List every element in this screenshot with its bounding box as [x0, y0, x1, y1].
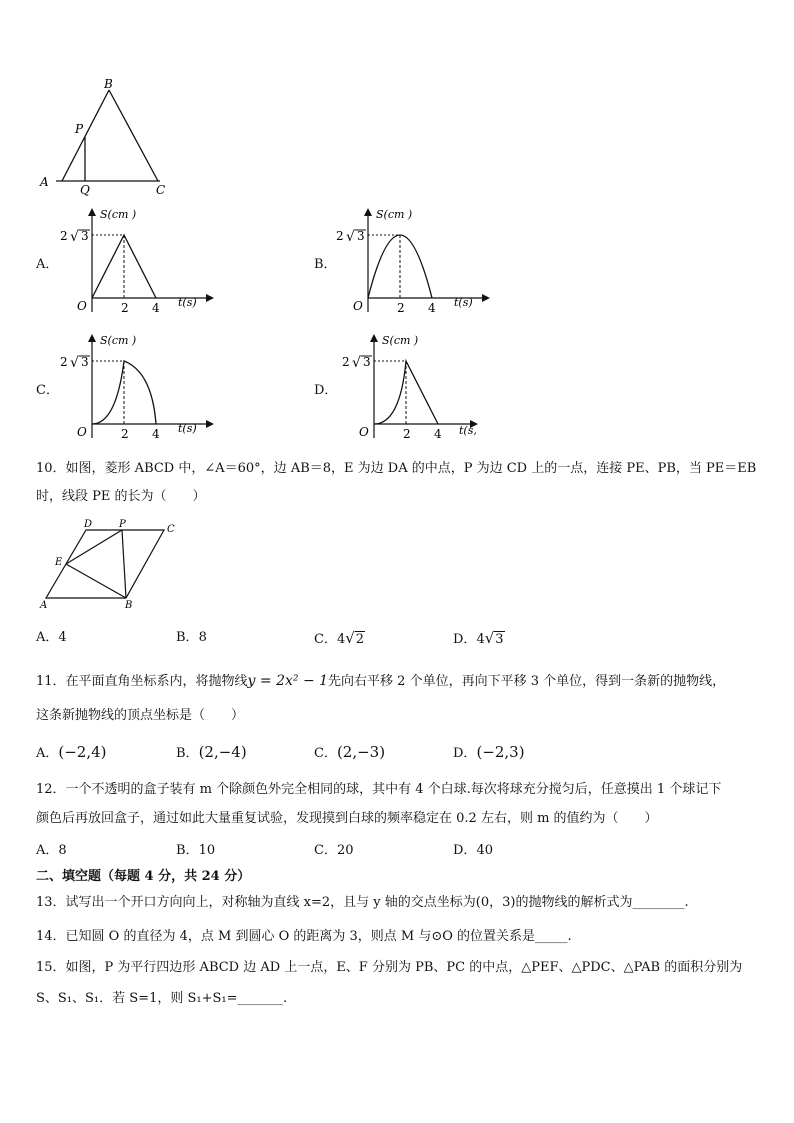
q10-line1: 10．如图，菱形 ABCD 中，∠A＝60°，边 AB＝8，E 为边 DA 的中点，P 为边 CD 上的一点，连接 PE、PB，当 PE＝EB	[36, 461, 757, 476]
svg-text:2: 2	[121, 301, 129, 315]
svg-text:2: 2	[60, 229, 68, 243]
svg-text:2: 2	[342, 355, 350, 369]
svg-text:A: A	[40, 600, 48, 611]
q10-line2: 时，线段 PE 的长为（ ）	[36, 489, 206, 504]
svg-text:O: O	[359, 425, 369, 439]
svg-text:S(cm ): S(cm )	[100, 334, 137, 347]
svg-text:2: 2	[60, 355, 68, 369]
option-d-letter: D．	[314, 383, 338, 398]
q10-option-c: C．4√2	[314, 629, 365, 647]
svg-text:t(s): t(s)	[178, 422, 197, 435]
svg-text:t(s,: t(s,	[459, 424, 477, 437]
graph-b	[332, 206, 492, 316]
svg-text:E: E	[55, 557, 63, 568]
svg-text:O: O	[77, 299, 87, 313]
q10-option-d: D．4√3	[453, 629, 504, 647]
q12-option-d: D．40	[453, 843, 493, 858]
svg-text:4: 4	[428, 301, 436, 315]
svg-text:2: 2	[121, 427, 129, 441]
svg-text:t(s): t(s)	[178, 296, 197, 309]
segment-pb	[122, 530, 126, 598]
svg-text:t(s): t(s)	[454, 296, 473, 309]
triangle-figure	[36, 76, 176, 196]
svg-text:S(cm ): S(cm )	[100, 208, 137, 221]
option-a-letter: A．	[36, 257, 59, 272]
svg-text:3: 3	[81, 355, 89, 369]
q12-line2: 颜色后再放回盒子，通过如此大量重复试验，发现摸到白球的频率稳定在 0.2 左右，则 m 的值约为（ ）	[36, 811, 658, 826]
svg-text:P: P	[119, 519, 126, 530]
q11-option-b: B．(2,−4)	[176, 743, 247, 761]
q13-text: 13．试写出一个开口方向向上，对称轴为直线 x=2，且与 y 轴的交点坐标为(0，3)的抛物线的解析式为________.	[36, 895, 689, 910]
svg-text:2: 2	[397, 301, 405, 315]
q11-line2: 这条新抛物线的顶点坐标是（ ）	[36, 708, 245, 723]
svg-text:3: 3	[81, 229, 89, 243]
q11-option-c: C．(2,−3)	[314, 743, 386, 761]
q11-option-a: A．(−2,4)	[36, 743, 107, 761]
svg-text:√: √	[352, 355, 361, 371]
svg-text:S(cm ): S(cm )	[382, 334, 419, 347]
q11-option-d: D．(−2,3)	[453, 743, 525, 761]
side-bc	[109, 90, 158, 181]
label-q: Q	[80, 183, 90, 196]
q12-option-a: A．8	[36, 843, 67, 858]
graph-d	[338, 332, 488, 442]
q12-option-b: B．10	[176, 843, 216, 858]
label-c: C	[156, 183, 166, 196]
q15-line1: 15．如图，P 为平行四边形 ABCD 边 AD 上一点，E、F 分别为 PB、PC 的中点，△PEF、△PDC、△PAB 的面积分别为	[36, 960, 743, 975]
q10-option-b: B．8	[176, 630, 207, 645]
label-a: A	[40, 175, 49, 189]
svg-text:S(cm ): S(cm )	[376, 208, 413, 221]
q11-line1: 11．在平面直角坐标系内，将抛物线y = 2x² − 1先向右平移 2 个单位，再向下平移 3 个单位，得到一条新的抛物线，	[36, 673, 726, 689]
q12-option-c: C．20	[314, 843, 354, 858]
svg-text:4: 4	[152, 427, 160, 441]
svg-text:3: 3	[357, 229, 365, 243]
graph-a	[56, 206, 216, 316]
q15-line2: S、S₁、S₁．若 S=1，则 S₁+S₁=_______.	[36, 991, 288, 1006]
svg-text:√: √	[70, 355, 79, 371]
svg-text:3: 3	[363, 355, 371, 369]
q10-option-a: A．4	[36, 630, 67, 645]
svg-text:√: √	[70, 229, 79, 245]
svg-text:4: 4	[152, 301, 160, 315]
segment-eb	[66, 564, 126, 598]
segment-ep	[66, 530, 122, 564]
svg-text:O: O	[353, 299, 363, 313]
svg-text:2: 2	[403, 427, 411, 441]
label-b: B	[104, 77, 113, 91]
svg-text:B: B	[125, 600, 133, 611]
label-p: P	[75, 122, 84, 136]
rhombus-figure	[36, 516, 186, 612]
q12-line1: 12．一个不透明的盒子装有 m 个除颜色外完全相同的球，其中有 4 个白球.每次将球充分搅匀后，任意摸出 1 个球记下	[36, 782, 722, 797]
q14-text: 14．已知圆 O 的直径为 4，点 M 到圆心 O 的距离为 3，则点 M 与⊙O 的位置关系是_____.	[36, 929, 572, 944]
graph-c	[56, 332, 216, 442]
option-b-letter: B．	[314, 257, 337, 272]
svg-text:O: O	[77, 425, 87, 439]
svg-text:D: D	[84, 519, 93, 530]
svg-text:C: C	[167, 524, 175, 535]
option-c-letter: C．	[36, 383, 59, 398]
svg-text:√: √	[346, 229, 355, 245]
svg-text:2: 2	[336, 229, 344, 243]
section2-heading: 二、填空题（每题 4 分，共 24 分）	[36, 869, 251, 884]
svg-text:4: 4	[434, 427, 442, 441]
